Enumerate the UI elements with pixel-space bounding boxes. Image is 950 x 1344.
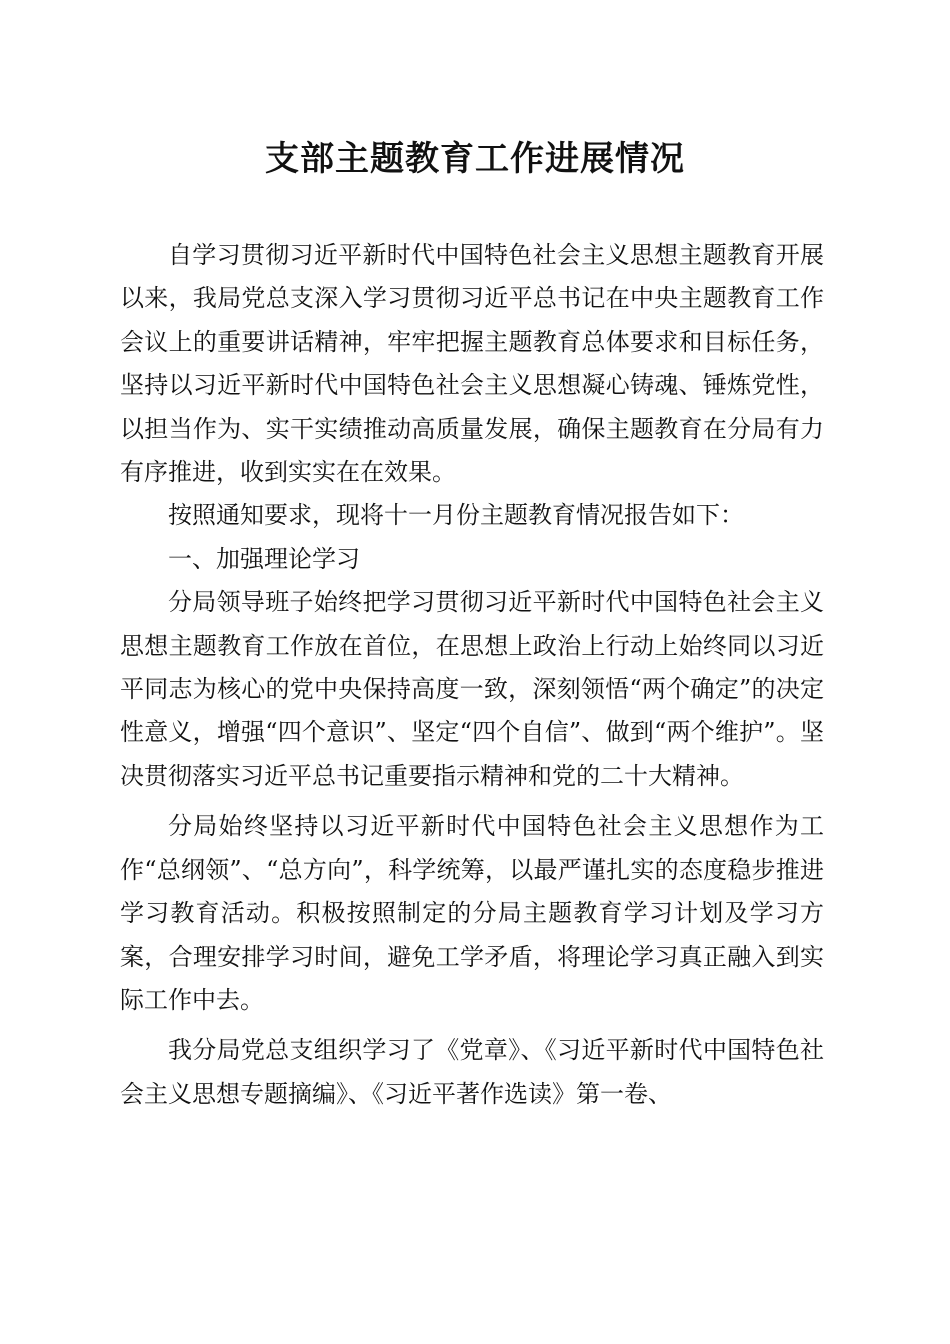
section-paragraph: 分局始终坚持以习近平新时代中国特色社会主义思想作为工作“总纲领”、“总方向”，科学统筹，以最严谨扎实的态度稳步推进学习教育活动。积极按照制定的分局主题教育学习计划及学习方案，合理安排学习时间，避免工学矛盾，将理论学习真正融入到实际工作中去。 [120,812,824,1014]
document-body [120,234,824,1116]
section-paragraph: 我分局党总支组织学习了《党章》、《习近平新时代中国特色社会主义思想专题摘编》、《习近平著作选读》第一卷、 [120,1036,824,1108]
report-intro-paragraph: 按照通知要求，现将十一月份主题教育情况报告如下： [168,501,744,530]
section-heading: 一、加强理论学习 [168,544,360,573]
section-paragraph: 分局领导班子始终把学习贯彻习近平新时代中国特色社会主义思想主题教育工作放在首位，在思想上政治上行动上始终同以习近平同志为核心的党中央保持高度一致，深刻领悟“两个确定”的决定性意义，增强“四个意识”、坚定“四个自信”、做到“两个维护”。坚决贯彻落实习近平总书记重要指示精神和党的二十大精神。 [120,588,824,790]
document-title: 支部主题教育工作进展情况 [265,139,685,179]
intro-paragraph: 自学习贯彻习近平新时代中国特色社会主义思想主题教育开展以来，我局党总支深入学习贯彻习近平总书记在中央主题教育工作会议上的重要讲话精神，牢牢把握主题教育总体要求和目标任务，坚持以习近平新时代中国特色社会主义思想凝心铸魂、锤炼党性，以担当作为、实干实绩推动高质量发展，确保主题教育在分局有力有序推进，收到实实在在效果。 [120,241,824,487]
